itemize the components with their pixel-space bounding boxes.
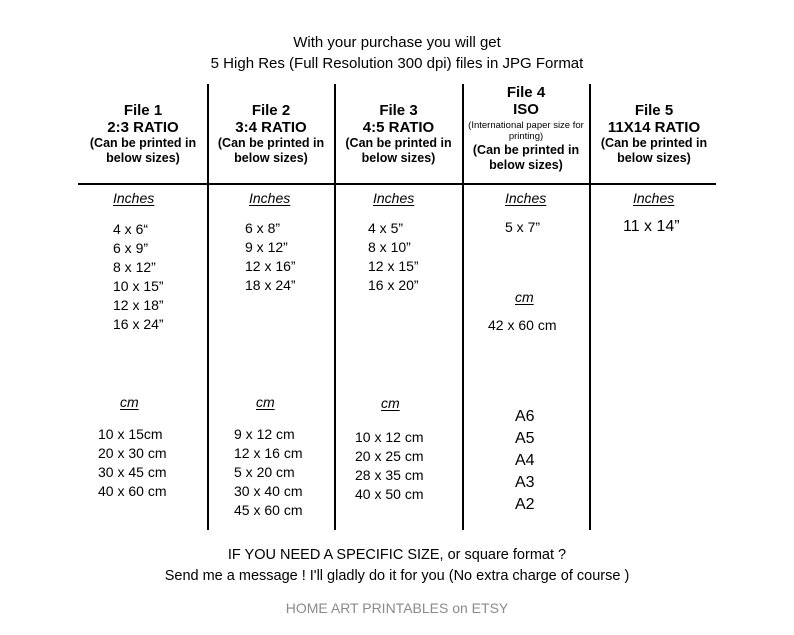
size-item: 10 x 15cm <box>98 426 163 442</box>
size-item: 45 x 60 cm <box>234 502 303 518</box>
file-1-inches-list <box>113 220 164 334</box>
file-5-title: File 5 <box>634 102 674 119</box>
size-item: 9 x 12 cm <box>234 426 295 442</box>
file-5-header <box>591 102 717 166</box>
file-1-title: File 1 <box>123 102 163 119</box>
file-5-inches-value: 11 x 14” <box>623 218 680 235</box>
iso-size-item: A3 <box>515 474 535 491</box>
brand-text: HOME ART PRINTABLES on ETSY <box>285 600 509 616</box>
file-3-note: (Can be printed in below sizes) <box>345 136 452 165</box>
size-item: 16 x 20” <box>368 277 419 293</box>
file-3-inches-list <box>368 219 419 295</box>
file-4-iso-note: (International paper size for printing) <box>468 120 584 142</box>
size-item: 6 x 9” <box>113 240 149 256</box>
file-3-cm-list <box>355 428 423 504</box>
footer-line-2: Send me a message ! I'll gladly do it for you (No extra charge of course ) <box>164 568 630 584</box>
file-2-title: File 2 <box>251 102 291 119</box>
file-4-header <box>464 84 588 173</box>
file-4-title: File 4 <box>506 84 546 101</box>
file-2-ratio: 3:4 RATIO <box>235 119 307 136</box>
file-1-cm-label: cm <box>120 394 139 410</box>
size-item: 40 x 50 cm <box>355 486 424 502</box>
file-1-inches-label: Inches <box>113 190 155 206</box>
file-2-note: (Can be printed in below sizes) <box>217 136 325 165</box>
size-item: 20 x 30 cm <box>98 445 167 461</box>
size-item: 4 x 5” <box>368 220 404 236</box>
file-1-note: (Can be printed in below sizes) <box>89 136 197 165</box>
file-2-inches-label: Inches <box>249 190 291 206</box>
size-item: 30 x 40 cm <box>234 483 303 499</box>
size-item: 8 x 12” <box>113 259 156 275</box>
size-item: 40 x 60 cm <box>98 483 167 499</box>
size-item: 5 x 20 cm <box>234 464 295 480</box>
file-1-cm-list <box>98 425 166 501</box>
iso-size-item: A5 <box>515 430 535 447</box>
intro-line-1: With your purchase you will get <box>293 34 501 51</box>
size-item: 4 x 6“ <box>113 221 149 237</box>
file-1-ratio: 2:3 RATIO <box>107 119 179 136</box>
file-5-ratio: 11X14 RATIO <box>607 119 701 136</box>
size-item: 28 x 35 cm <box>355 467 424 483</box>
file-3-ratio: 4:5 RATIO <box>362 119 435 136</box>
iso-size-item: A4 <box>515 452 535 469</box>
header-divider <box>78 183 716 185</box>
file-4-note: (Can be printed in below sizes) <box>472 143 580 172</box>
file-2-cm-label: cm <box>256 394 275 410</box>
size-item: 10 x 15” <box>113 278 164 294</box>
file-4-inches-value: 5 x 7” <box>505 219 541 235</box>
size-item: 20 x 25 cm <box>355 448 424 464</box>
size-item: 16 x 24” <box>113 316 164 332</box>
file-4-cm-label: cm <box>515 289 534 305</box>
file-3-title: File 3 <box>379 102 418 119</box>
file-2-header <box>209 102 333 166</box>
size-item: 8 x 10” <box>368 239 411 255</box>
iso-size-item: A2 <box>515 496 535 513</box>
intro-line-2: 5 High Res (Full Resolution 300 dpi) files in JPG Format <box>210 55 584 72</box>
size-item: 12 x 18” <box>113 297 164 313</box>
size-item: 12 x 15” <box>368 258 419 274</box>
size-item: 30 x 45 cm <box>98 464 167 480</box>
file-4-ratio: ISO <box>513 101 539 118</box>
file-5-inches-label: Inches <box>633 190 675 206</box>
file-4-iso-list <box>515 406 535 516</box>
iso-size-item: A6 <box>515 408 535 425</box>
size-item: 9 x 12” <box>245 239 288 255</box>
size-item: 10 x 12 cm <box>355 429 424 445</box>
file-3-cm-label: cm <box>381 395 400 411</box>
file-5-note: (Can be printed in below sizes) <box>600 136 708 165</box>
footer-line-1: IF YOU NEED A SPECIFIC SIZE, or square format ? <box>227 547 567 563</box>
file-1-header <box>80 102 206 166</box>
file-4-cm-value: 42 x 60 cm <box>488 317 557 333</box>
size-item: 12 x 16” <box>245 258 296 274</box>
size-item: 18 x 24” <box>245 277 296 293</box>
file-2-inches-list <box>245 219 296 295</box>
size-item: 6 x 8” <box>245 220 281 236</box>
size-item: 12 x 16 cm <box>234 445 303 461</box>
file-3-header <box>336 102 461 166</box>
file-4-inches-label: Inches <box>505 190 547 206</box>
file-2-cm-list <box>234 425 302 520</box>
file-3-inches-label: Inches <box>373 190 415 206</box>
